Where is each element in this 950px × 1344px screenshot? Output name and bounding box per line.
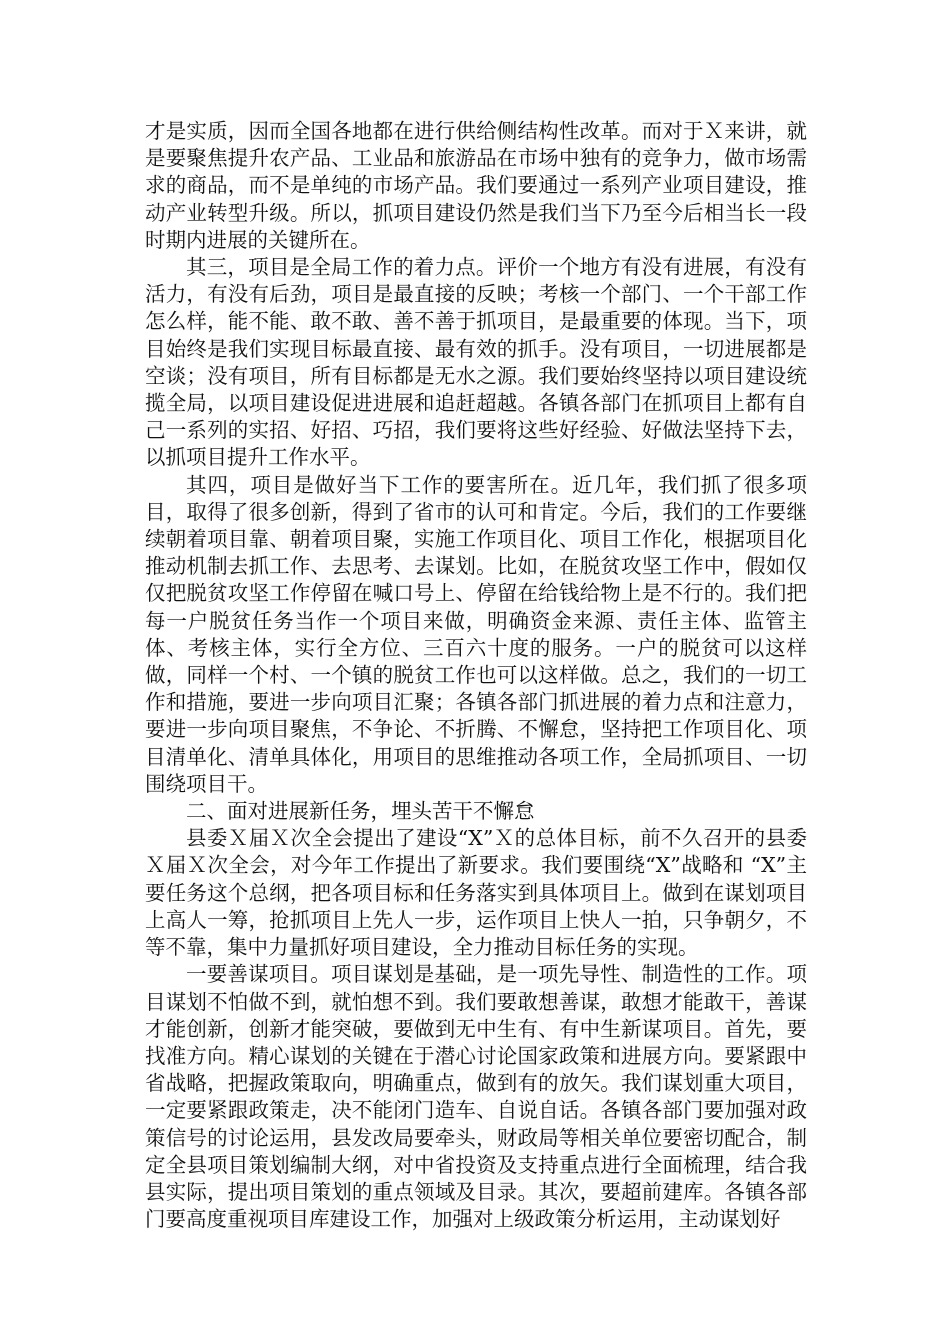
paragraph-continuation: 才是实质，因而全国各地都在进行供给侧结构性改革。而对于Ｘ来讲，就是要聚焦提升农产品、工业品和旅游品在市场中独有的竞争力，做市场需求的商品，而不是单纯的市场产品。我们要通过一系列产业项目建设，推动产业转型升级。所以，抓项目建设仍然是我们当下乃至今后相当长一段时期内进展的关键所在。 bbox=[145, 119, 807, 252]
paragraph-point-three: 其三，项目是全局工作的着力点。评价一个地方有没有进展，有没有活力，有没有后劲，项目是最直接的反映；考核一个部门、一个干部工作怎么样，能不能、敢不敢、善不善于抓项目，是最重要的体现。当下，项目始终是我们实现目标最直接、最有效的抓手。没有项目，一切进展都是空谈；没有项目，所有目标都是无水之源。我们要始终坚持以项目建设统揽全局，以项目建设促进进展和追赶超越。各镇各部门在抓项目上都有自己一系列的实招、好招、巧招，我们要将这些好经验、好做法坚持下去，以抓项目提升工作水平。 bbox=[145, 255, 807, 470]
paragraph-point-four: 其四，项目是做好当下工作的要害所在。近几年，我们抓了很多项目，取得了很多创新，得到了省市的认可和肯定。今后，我们的工作要继续朝着项目靠、朝着项目聚，实施工作项目化、项目工作化，根据项目化推动机制去抓工作、去思考、去谋划。比如，在脱贫攻坚工作中，假如仅仅把脱贫攻坚工作停留在喊口号上、停留在给钱给物上是不行的。我们把每一户脱贫任务当作一个项目来做，明确资金来源、责任主体、监管主体、考核主体，实行全方位、三百六十度的服务。一户的脱贫可以这样做，同样一个村、一个镇的脱贫工作也可以这样做。总之，我们的一切工作和措施，要进一步向项目汇聚；各镇各部门抓进展的着力点和注意力，要进一步向项目聚焦，不争论、不折腾、不懈怠，坚持把工作项目化、项目清单化、清单具体化，用项目的思维推动各项工作，全局抓项目、一切围绕项目干。 bbox=[145, 472, 807, 796]
document-page bbox=[145, 118, 807, 1233]
paragraph-section-intro: 县委Ｘ届Ｘ次全会提出了建设“X”Ｘ的总体目标，前不久召开的县委Ｘ届Ｘ次全会，对今年工作提出了新要求。我们要围绕“X”战略和 “X”主要任务这个总纲，把各项目标和任务落实到具体项目上。做到在谋划项目上高人一筹，抢抓项目上先人一步，运作项目上快人一拍，只争朝夕，不等不靠，集中力量抓好项目建设，全力推动目标任务的实现。 bbox=[145, 826, 807, 960]
paragraph-plan-projects: 一要善谋项目。项目谋划是基础，是一项先导性、制造性的工作。项目谋划不怕做不到，就怕想不到。我们要敢想善谋，敢想才能敢干，善谋才能创新，创新才能突破，要做到无中生有、有中生新谋项目。首先，要找准方向。精心谋划的关键在于潜心讨论国家政策和进展方向。要紧跟中省战略，把握政策取向，明确重点，做到有的放矢。我们谋划重大项目，一定要紧跟政策走，决不能闭门造车、自说自话。各镇各部门要加强对政策信号的讨论运用，县发改局要牵头，财政局等相关单位要密切配合，制定全县项目策划编制大纲，对中省投资及支持重点进行全面梳理，结合我县实际，提出项目策划的重点领域及目录。其次，要超前建库。各镇各部门要高度重视项目库建设工作，加强对上级政策分析运用，主动谋划好 bbox=[145, 962, 807, 1232]
section-heading: 二、面对进展新任务，埋头苦干不懈怠 bbox=[186, 799, 535, 824]
